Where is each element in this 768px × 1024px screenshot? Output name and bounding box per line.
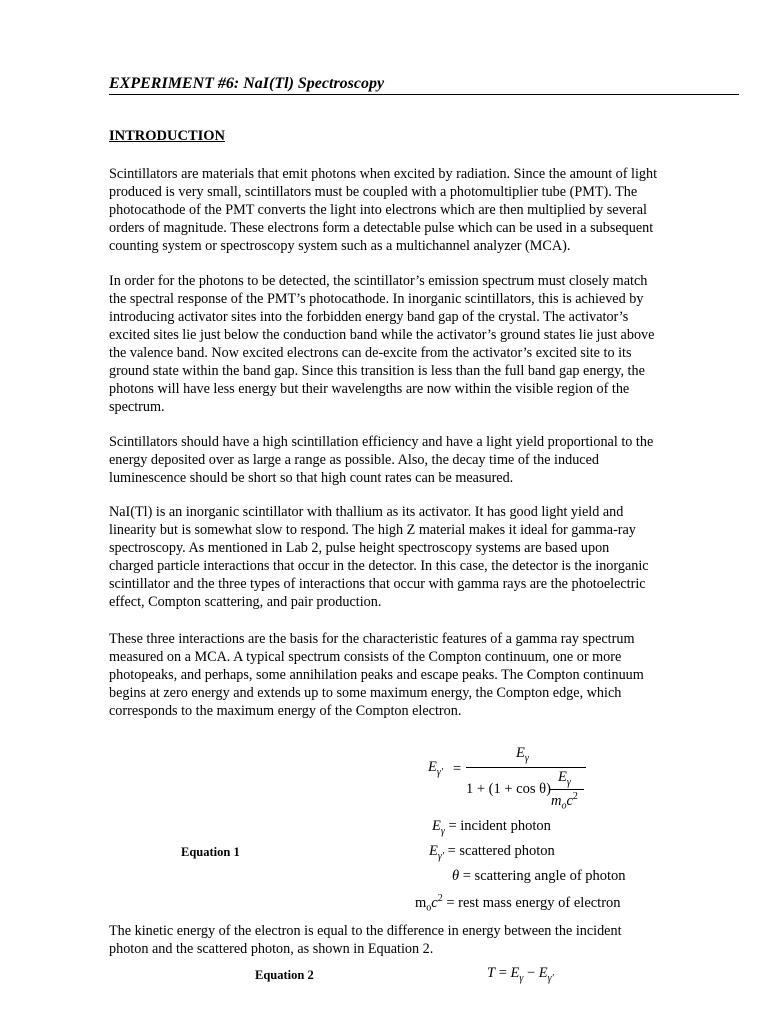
equation-1-inner-fraction-bar xyxy=(550,789,584,790)
equation-1-inner-numerator: $E_\gamma$ xyxy=(558,769,571,788)
text-line: linearity but is somewhat slow to respond. The high Z material makes it ideal for gamma-ray xyxy=(109,522,636,538)
text-line: NaI(Tl) is an inorganic scintillator with thallium as its activator. It has good light yield and xyxy=(109,504,624,520)
text-line: excited sites lie just below the conduction band while the activator’s ground states lie just above xyxy=(109,327,655,343)
equation-1-numerator: $E_\gamma$ xyxy=(516,745,529,764)
text-line: energy deposited over as large a range as possible. Also, the decay time of the induced xyxy=(109,452,599,468)
text-line: photons will have less energy but their wavelengths are now within the visible region of the xyxy=(109,381,630,397)
text-line: corresponds to the maximum energy of the Compton electron. xyxy=(109,703,462,719)
paragraph-efficiency xyxy=(109,433,719,487)
paragraph-nai-tl xyxy=(109,503,719,611)
text-line: spectroscopy. As mentioned in Lab 2, pulse height spectroscopy systems are based upon xyxy=(109,540,610,556)
text-line: photon and the scattered photon, as shown in Equation 2. xyxy=(109,941,434,957)
text-line: Scintillators are materials that emit photons when excited by radiation. Since the amount of light xyxy=(109,166,658,182)
text-line: effect, Compton scattering, and pair production. xyxy=(109,594,382,610)
title-underline-rule xyxy=(109,94,739,95)
text-line: introducing activator sites into the forbidden energy band gap of the crystal. The activator’s xyxy=(109,309,629,325)
paragraph-emission-spectrum xyxy=(109,272,719,416)
definition-incident-photon: $E_\gamma$ = incident photon xyxy=(432,818,551,837)
definition-scattering-angle: θ = scattering angle of photon xyxy=(452,868,626,884)
experiment-title: EXPERIMENT #6: NaI(Tl) Spectroscopy xyxy=(109,75,385,92)
equation-1-equals: = xyxy=(453,761,462,777)
text-line: luminescence should be short so that high count rates can be measured. xyxy=(109,470,514,486)
text-line: These three interactions are the basis for the characteristic features of a gamma ray spectrum xyxy=(109,631,635,647)
text-line: Scintillators should have a high scintillation efficiency and have a light yield proportional to the xyxy=(109,434,654,450)
text-line: counting system or spectroscopy system such as a multichannel analyzer (MCA). xyxy=(109,238,571,254)
equation-1-fraction-bar xyxy=(466,767,586,768)
text-line: photocathode of the PMT converts the light into electrons which are then multiplied by several xyxy=(109,202,647,218)
text-line: begins at zero energy and extends up to some maximum energy, the Compton edge, which xyxy=(109,685,622,701)
text-line: the spectral response of the PMT’s photocathode. In inorganic scintillators, this is achieved by xyxy=(109,291,644,307)
text-line: charged particle interactions that occur in the detector. In this case, the detector is the inorganic xyxy=(109,558,649,574)
paragraph-spectrum-features xyxy=(109,630,719,720)
equation-2-label: Equation 2 xyxy=(255,968,314,982)
text-line: photopeaks, and perhaps, some annihilation peaks and escape peaks. The Compton continuum xyxy=(109,667,644,683)
text-line: The kinetic energy of the electron is equal to the difference in energy between the incident xyxy=(109,923,622,939)
text-line: the valence band. Now excited electrons can de-excite from the activator’s excited site to its xyxy=(109,345,632,361)
equation-1-inner-denominator: $m_oc^2$ xyxy=(551,791,578,812)
text-line: ground state within the band gap. Since this transition is less than the full band gap energy, the xyxy=(109,363,645,379)
text-line: In order for the photons to be detected, the scintillator’s emission spectrum must closely match xyxy=(109,273,648,289)
text-line: measured on a MCA. A typical spectrum consists of the Compton continuum, one or more xyxy=(109,649,622,665)
paragraph-kinetic-energy xyxy=(109,922,719,958)
text-line: orders of magnitude. These electrons form a detectable pulse which can be used in a subsequent xyxy=(109,220,654,236)
equation-1-label: Equation 1 xyxy=(181,845,240,859)
text-line: spectrum. xyxy=(109,399,165,415)
equation-1-denominator-prefix: 1 + (1 + cos θ) xyxy=(466,781,551,797)
text-line: produced is very small, scintillators must be coupled with a photomultiplier tube (PMT). The xyxy=(109,184,638,200)
equation-1-lhs: $E_{\gamma'}$ xyxy=(428,759,443,778)
text-line: scintillator and the three types of interactions that occur with gamma rays are the photoelectric xyxy=(109,576,646,592)
paragraph-scintillators-intro xyxy=(109,165,719,255)
equation-2-expression: $T = E_\gamma - E_{\gamma'}$ xyxy=(487,965,554,984)
definition-rest-mass: $m_oc^2$ = rest mass energy of electron xyxy=(415,893,621,914)
section-heading: INTRODUCTION xyxy=(109,128,226,144)
definition-scattered-photon: $E_{\gamma'}$ = scattered photon xyxy=(429,843,555,862)
